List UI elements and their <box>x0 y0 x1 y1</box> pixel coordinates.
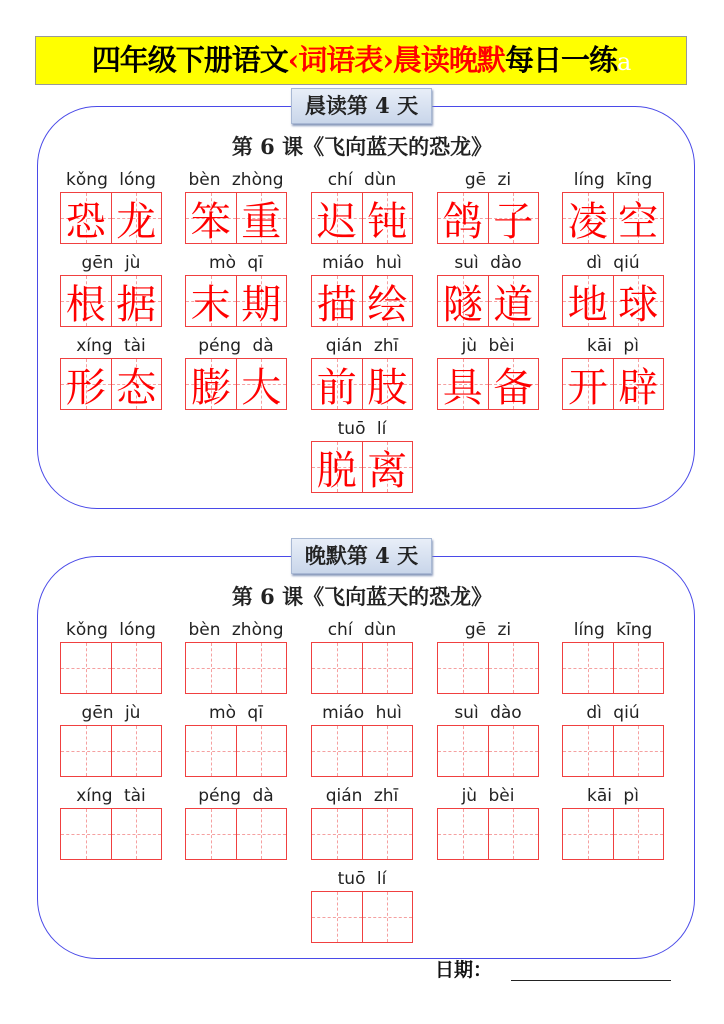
hanzi-char: 据 <box>116 281 157 328</box>
tianzige-cell <box>112 193 162 243</box>
tianzige-cell[interactable] <box>489 809 539 859</box>
word-pinyin: qián zhī <box>325 336 399 356</box>
word-item <box>311 620 413 694</box>
tianzige-cell[interactable] <box>312 643 363 693</box>
morning-lesson-title: 第 6 课《飞向蓝天的恐龙》 <box>231 134 493 159</box>
tianzige-cell[interactable] <box>61 809 112 859</box>
tianzige-box[interactable] <box>311 891 413 943</box>
tianzige-box[interactable] <box>185 808 287 860</box>
tianzige-cell[interactable] <box>489 726 539 776</box>
title-part2: ‹词语表›晨读晚默 <box>287 43 505 77</box>
morning-label: 晨读第 4 天 <box>291 88 432 124</box>
tianzige-cell <box>312 442 363 492</box>
tianzige-cell <box>112 359 162 409</box>
word-pinyin: chí dùn <box>327 170 397 190</box>
hanzi-char: 大 <box>241 364 282 411</box>
word-pinyin: suì dào <box>454 703 522 723</box>
tianzige-cell[interactable] <box>363 892 413 942</box>
word-pinyin: líng kīng <box>573 620 653 640</box>
word-pinyin: kǒng lóng <box>66 620 156 640</box>
tianzige-box[interactable] <box>60 725 162 777</box>
tianzige-cell[interactable] <box>363 643 413 693</box>
tianzige-cell[interactable] <box>489 643 539 693</box>
tianzige-box[interactable] <box>185 725 287 777</box>
tianzige-cell[interactable] <box>237 726 287 776</box>
hanzi-char: 态 <box>116 364 157 411</box>
tianzige-cell[interactable] <box>112 809 162 859</box>
title-banner <box>35 36 687 85</box>
tianzige-cell <box>614 193 664 243</box>
word-pinyin: gēn jù <box>81 253 141 273</box>
tianzige-box <box>437 192 539 244</box>
tianzige-cell <box>438 359 489 409</box>
date-label: 日期： <box>435 959 493 981</box>
tianzige-box <box>437 275 539 327</box>
word-pinyin: mò qī <box>209 703 263 723</box>
tianzige-cell <box>438 276 489 326</box>
tianzige-cell[interactable] <box>363 726 413 776</box>
tianzige-box[interactable] <box>60 808 162 860</box>
word-item <box>311 786 413 860</box>
hanzi-char: 辟 <box>618 364 659 411</box>
tianzige-box[interactable] <box>311 642 413 694</box>
tianzige-cell <box>363 359 413 409</box>
word-item <box>60 620 162 694</box>
tianzige-cell <box>186 359 237 409</box>
tianzige-cell <box>61 359 112 409</box>
hanzi-char: 期 <box>241 281 282 328</box>
title-part1: 四年级下册语文 <box>91 43 288 77</box>
tianzige-box <box>185 275 287 327</box>
word-item <box>311 869 413 943</box>
tianzige-cell <box>186 276 237 326</box>
tianzige-box <box>562 275 664 327</box>
tianzige-box[interactable] <box>562 642 664 694</box>
hanzi-char: 重 <box>241 198 282 245</box>
word-pinyin: miáo huì <box>322 703 402 723</box>
hanzi-char: 道 <box>493 281 534 328</box>
word-item <box>311 703 413 777</box>
title-part3: 每日一练 <box>504 43 617 77</box>
word-pinyin: chí dùn <box>327 620 397 640</box>
word-pinyin: dì qiú <box>586 253 640 273</box>
tianzige-cell[interactable] <box>61 643 112 693</box>
tianzige-box[interactable] <box>311 725 413 777</box>
tianzige-box[interactable] <box>437 642 539 694</box>
tianzige-cell <box>563 276 614 326</box>
word-pinyin: tuō lí <box>337 869 387 889</box>
tianzige-cell <box>363 193 413 243</box>
hanzi-char: 球 <box>618 281 659 328</box>
hanzi-char: 开 <box>567 364 608 411</box>
tianzige-cell[interactable] <box>186 643 237 693</box>
hanzi-char: 形 <box>65 364 106 411</box>
tianzige-cell[interactable] <box>438 809 489 859</box>
word-pinyin: tuō lí <box>337 419 387 439</box>
tianzige-box <box>311 441 413 493</box>
word-pinyin: miáo huì <box>322 253 402 273</box>
tianzige-cell[interactable] <box>186 809 237 859</box>
tianzige-box[interactable] <box>562 725 664 777</box>
word-item <box>185 786 287 860</box>
tianzige-cell[interactable] <box>61 726 112 776</box>
word-item <box>562 336 664 410</box>
tianzige-cell <box>363 442 413 492</box>
word-pinyin: bèn zhòng <box>188 620 284 640</box>
hanzi-char: 凌 <box>567 198 608 245</box>
tianzige-cell[interactable] <box>438 726 489 776</box>
hanzi-char: 离 <box>367 447 408 494</box>
tianzige-cell[interactable] <box>563 643 614 693</box>
tianzige-box <box>60 275 162 327</box>
tianzige-cell <box>489 193 539 243</box>
word-item <box>311 336 413 410</box>
tianzige-box <box>437 358 539 410</box>
tianzige-cell[interactable] <box>614 726 664 776</box>
tianzige-cell <box>312 276 363 326</box>
word-pinyin: qián zhī <box>325 786 399 806</box>
word-pinyin: gē zi <box>464 170 512 190</box>
word-item <box>437 786 539 860</box>
tianzige-cell <box>237 359 287 409</box>
hanzi-char: 肢 <box>367 364 408 411</box>
word-item <box>185 703 287 777</box>
word-pinyin: péng dà <box>198 786 274 806</box>
tianzige-box <box>60 358 162 410</box>
word-item <box>562 786 664 860</box>
tianzige-cell[interactable] <box>312 809 363 859</box>
tianzige-box <box>311 275 413 327</box>
hanzi-char: 钝 <box>367 198 408 245</box>
hanzi-char: 空 <box>618 198 659 245</box>
word-pinyin: kāi pì <box>587 336 639 356</box>
tianzige-cell <box>563 359 614 409</box>
hanzi-char: 隧 <box>442 281 483 328</box>
word-item <box>60 170 162 244</box>
word-item <box>311 253 413 327</box>
tianzige-cell[interactable] <box>614 809 664 859</box>
word-pinyin: gē zi <box>464 620 512 640</box>
tianzige-cell <box>61 193 112 243</box>
tianzige-cell <box>489 276 539 326</box>
tianzige-cell <box>489 359 539 409</box>
date-input-line[interactable] <box>511 980 671 981</box>
hanzi-char: 笨 <box>190 198 231 245</box>
word-item <box>60 253 162 327</box>
tianzige-cell[interactable] <box>186 726 237 776</box>
tianzige-cell[interactable] <box>563 726 614 776</box>
hanzi-char: 末 <box>190 281 231 328</box>
word-item <box>437 703 539 777</box>
tianzige-cell <box>61 276 112 326</box>
word-pinyin: xíng tài <box>76 786 146 806</box>
tianzige-cell <box>237 193 287 243</box>
tianzige-cell[interactable] <box>563 809 614 859</box>
hanzi-char: 描 <box>316 281 357 328</box>
tianzige-cell <box>312 193 363 243</box>
hanzi-char: 鸽 <box>442 198 483 245</box>
word-pinyin: líng kīng <box>573 170 653 190</box>
word-item <box>60 786 162 860</box>
hanzi-char: 脱 <box>316 447 357 494</box>
word-item <box>437 253 539 327</box>
tianzige-box <box>562 358 664 410</box>
word-item <box>562 620 664 694</box>
tianzige-cell[interactable] <box>112 726 162 776</box>
tianzige-cell[interactable] <box>363 809 413 859</box>
tianzige-box[interactable] <box>185 642 287 694</box>
word-pinyin: jù bèi <box>461 786 515 806</box>
tianzige-cell[interactable] <box>112 643 162 693</box>
tianzige-cell <box>614 359 664 409</box>
tianzige-box[interactable] <box>437 725 539 777</box>
hanzi-char: 绘 <box>367 281 408 328</box>
tianzige-box <box>311 358 413 410</box>
word-item <box>185 253 287 327</box>
tianzige-cell <box>363 276 413 326</box>
word-item <box>562 703 664 777</box>
word-item <box>185 336 287 410</box>
word-pinyin: bèn zhòng <box>188 170 284 190</box>
word-item <box>60 703 162 777</box>
word-item <box>60 336 162 410</box>
tianzige-cell[interactable] <box>614 643 664 693</box>
tianzige-cell[interactable] <box>438 643 489 693</box>
hanzi-char: 地 <box>567 281 608 328</box>
hanzi-char: 恐 <box>65 198 106 245</box>
tianzige-cell <box>614 276 664 326</box>
tianzige-cell[interactable] <box>312 726 363 776</box>
word-item <box>437 170 539 244</box>
word-item <box>437 620 539 694</box>
evening-lesson-title: 第 6 课《飞向蓝天的恐龙》 <box>231 584 493 609</box>
word-pinyin: jù bèi <box>461 336 515 356</box>
tianzige-box[interactable] <box>311 808 413 860</box>
hanzi-char: 前 <box>316 364 357 411</box>
tianzige-cell <box>186 193 237 243</box>
word-item <box>311 170 413 244</box>
tianzige-cell[interactable] <box>237 643 287 693</box>
tianzige-box[interactable] <box>60 642 162 694</box>
tianzige-cell <box>563 193 614 243</box>
tianzige-cell[interactable] <box>237 809 287 859</box>
word-item <box>562 253 664 327</box>
word-item <box>437 336 539 410</box>
hanzi-char: 迟 <box>316 198 357 245</box>
tianzige-box <box>185 192 287 244</box>
tianzige-box[interactable] <box>562 808 664 860</box>
tianzige-cell <box>112 276 162 326</box>
tianzige-cell[interactable] <box>312 892 363 942</box>
word-pinyin: kāi pì <box>587 786 639 806</box>
word-item <box>185 170 287 244</box>
word-item <box>185 620 287 694</box>
title-ghost-letter: a <box>616 48 631 76</box>
tianzige-cell <box>237 276 287 326</box>
word-pinyin: mò qī <box>209 253 263 273</box>
word-pinyin: xíng tài <box>76 336 146 356</box>
evening-label: 晚默第 4 天 <box>291 538 432 574</box>
hanzi-char: 具 <box>442 364 483 411</box>
hanzi-char: 备 <box>493 364 534 411</box>
tianzige-cell <box>312 359 363 409</box>
hanzi-char: 子 <box>493 198 534 245</box>
word-pinyin: péng dà <box>198 336 274 356</box>
tianzige-box <box>311 192 413 244</box>
word-item <box>311 419 413 493</box>
tianzige-cell <box>438 193 489 243</box>
word-pinyin: kǒng lóng <box>66 170 156 190</box>
word-pinyin: dì qiú <box>586 703 640 723</box>
hanzi-char: 膨 <box>190 364 231 411</box>
hanzi-char: 根 <box>65 281 106 328</box>
tianzige-box <box>60 192 162 244</box>
tianzige-box <box>185 358 287 410</box>
word-pinyin: suì dào <box>454 253 522 273</box>
tianzige-box <box>562 192 664 244</box>
word-item <box>562 170 664 244</box>
hanzi-char: 龙 <box>116 198 157 245</box>
word-pinyin: gēn jù <box>81 703 141 723</box>
tianzige-box[interactable] <box>437 808 539 860</box>
